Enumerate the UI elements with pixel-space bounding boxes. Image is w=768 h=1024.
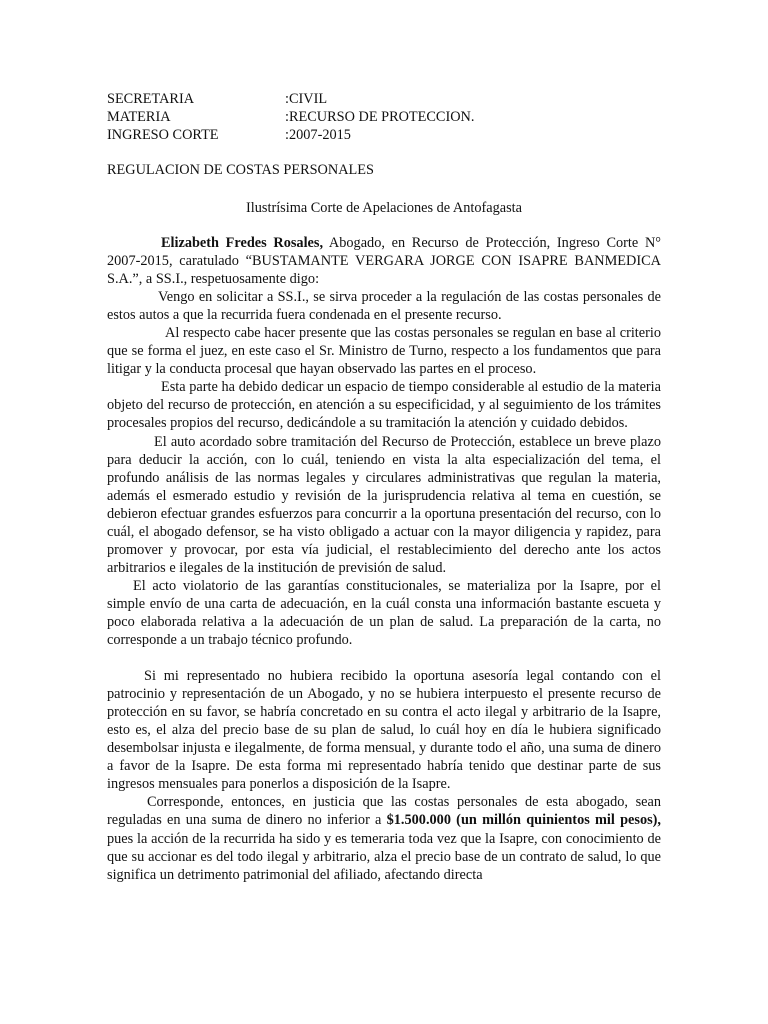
document-subject: REGULACION DE COSTAS PERSONALES bbox=[107, 162, 374, 178]
header-value: :CIVIL bbox=[285, 91, 328, 107]
paragraph-criteria: Al respecto cabe hacer presente que las costas personales se regulan en base al criterio que se forma el juez, en este caso el Sr. Ministro de Turno, respecto a los fundamentos que para litigar y la conducta procesal que hayan observado las partes en el proceso. bbox=[107, 325, 661, 378]
costas-amount: $1.500.000 (un millón quinientos mil pesos), bbox=[386, 812, 661, 829]
paragraph-costas-amount bbox=[107, 793, 661, 883]
header-value: :RECURSO DE PROTECCION. bbox=[285, 109, 475, 125]
court-addressee: Ilustrísima Corte de Apelaciones de Antofagasta bbox=[246, 200, 522, 216]
amount-lead-text: Corresponde, entonces, en justicia que las costas personales de esta abogado, sean reguladas en una suma de dinero no inferior a bbox=[107, 794, 661, 829]
intro-text: Abogado, en Recurso de Protección, Ingreso Corte N° 2007-2015, caratulado “BUSTAMANTE VERGARA JORGE CON ISAPRE BANMEDICA S.A.”, a SS.I., respetuosamente digo: bbox=[107, 235, 661, 288]
document-body bbox=[107, 234, 661, 884]
header-value: :2007-2015 bbox=[285, 127, 351, 143]
header-key: INGRESO CORTE bbox=[107, 127, 219, 143]
header-key: SECRETARIA bbox=[107, 91, 195, 107]
paragraph-representado: Si mi representado no hubiera recibido la oportuna asesoría legal contando con el patrocinio y representación de un Abogado, y no se hubiera interpuesto el presente recurso de protección en su favor, se habría concretado en su contra el acto ilegal y arbitrario de la Isapre, esto es, el alza del precio base de su plan de salud, lo cuál hoy en día le hubiera significado desembolsar injusta e ilegalmente, de forma mensual, y durante todo el año, una suma de dinero a favor de la Isapre. De esta forma mi representado habría tenido que destinar parte de sus ingresos mensuales para ponerlos a disposición de la Isapre. bbox=[107, 668, 661, 793]
amount-trailing-text: pues la acción de la recurrida ha sido y es temeraria toda vez que la Isapre, con conocimiento de que su accionar es del todo ilegal y arbitrario, alza el precio base de un contrato de salud, lo que significa un detrimento patrimonial del afiliado, afectando directa bbox=[107, 830, 661, 883]
paragraph-acto-violatorio: El acto violatorio de las garantías constitucionales, se materializa por la Isapre, por el simple envío de una carta de adecuación, en la cuál consta una información bastante escueta y poco elaborada relativa a la adecuación de un plan de salud. La preparación de la carta, no corresponde a un trabajo técnico profundo. bbox=[107, 577, 661, 649]
paragraph-request: Vengo en solicitar a SS.I., se sirva proceder a la regulación de las costas personales de estos autos a que la recurrida fuera condenada en el presente recurso. bbox=[107, 289, 661, 324]
paragraph-auto-acordado: El auto acordado sobre tramitación del Recurso de Protección, establece un breve plazo para deducir la acción, con lo cuál, teniendo en vista la alta especialización del tema, el profundo análisis de las normas legales y circulares administrativas que regulan la materia, además el esmerado estudio y revisión de la jurisprudencia relativa al tema en cuestión, se debieron efectuar grandes esfuerzos para concurrir a la oportuna presentación del recurso, con lo cuál, el abogado defensor, se ha visto obligado a actuar con la mayor diligencia y rapidez, para promover y provocar, por esta vía judicial, el restablecimiento del derecho ante los actos arbitrarios e ilegales de la institución de previsión de salud. bbox=[107, 433, 661, 576]
paragraph-dedication: Esta parte ha debido dedicar un espacio de tiempo considerable al estudio de la materia objeto del recurso de protección, en atención a su especificidad, y al seguimiento de los trámites procesales propios del recurso, dedicándole a su tramitación la atención y cuidado debidos. bbox=[107, 379, 661, 432]
header-key: MATERIA bbox=[107, 109, 171, 125]
intro-paragraph bbox=[107, 234, 661, 288]
author-name: Elizabeth Fredes Rosales, bbox=[161, 235, 324, 251]
